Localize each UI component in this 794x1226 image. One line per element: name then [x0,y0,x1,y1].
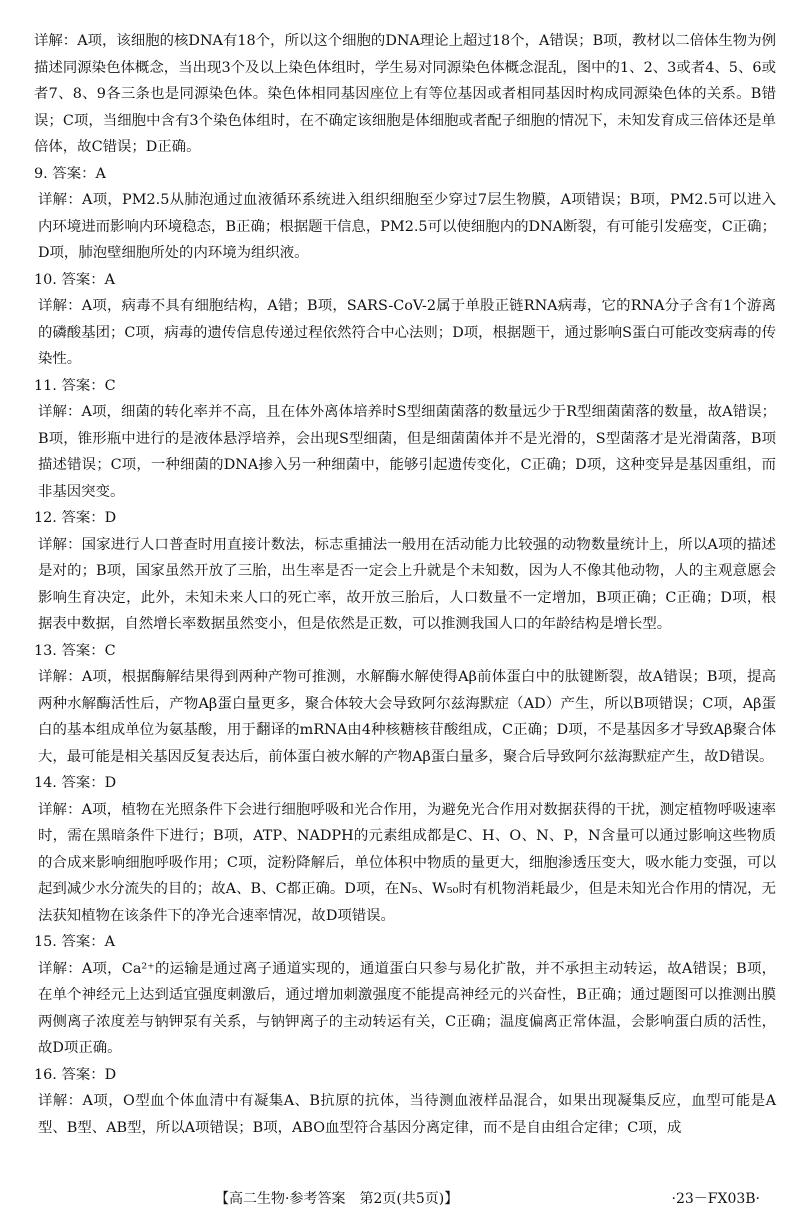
answer-line: 15. 答案：A [34,934,116,950]
answer-line: 13. 答案：C [34,642,116,659]
answer-item-12 [34,505,776,638]
intro-paragraph: 详解：A项，该细胞的核DNA有18个，所以这个细胞的DNA理论上超过18个，A错误；B项，教材以二倍体生物为例描述同源染色体概念，当出现3个及以上染色体组时，学生易对同源染色体概念混乱，图中的1、2、3或者4、5、6或者7、8、9各三条也是同源染色体。染色体相同基因座位上有等位基因或者相同基因时构成同源染色体的关系。B错误；C项，当细胞中含有3个染色体组时，在不确定该细胞是体细胞或者配子细胞的情况下，未知发育成三倍体还是单倍体，故C错误；D正确。 [34,33,776,155]
answer-item-13 [34,638,776,771]
page-footer [0,1188,794,1212]
explanation-paragraph: 详解：A项，病毒不具有细胞结构，A错；B项，SARS-CoV-2属于单股正链RNA病毒，它的RNA分子含有1个游离的磷酸基团；C项，病毒的遗传信息传递过程依然符合中心法则；D项，根据题干，通过影响S蛋白可能改变病毒的传染性。 [38,298,776,367]
explanation-paragraph: 详解：A项，O型血个体血清中有凝集A、B抗原的抗体，当待测血液样品混合，如果出现凝集反应，血型可能是A型、B型、AB型，所以A项错误；B项，ABO血型符合基因分离定律，而不是自由组合定律；C项，成 [38,1093,776,1136]
answer-item-11 [34,373,776,506]
explanation-paragraph: 详解：A项，PM2.5从肺泡通过血液循环系统进入组织细胞至少穿过7层生物膜，A项错误；B项，PM2.5可以进入内环境进而影响内环境稳态，B正确；根据题干信息，PM2.5可以使细胞内的DNA断裂，有可能引发癌变，C正确；D项，肺泡壁细胞所处的内环境为组织液。 [38,192,776,261]
footer-page-info: 【高二生物·参考答案 第2页(共5页)】 [215,1191,459,1207]
explanation-paragraph: 详解：A项，细菌的转化率并不高，且在体外离体培养时S型细菌菌落的数量远少于R型细菌菌落的数量，故A错误；B项，锥形瓶中进行的是液体悬浮培养，会出现S型细菌，但是细菌菌体并不是光滑的，S型菌落才是光滑菌落，B项描述错误；C项，一种细菌的DNA掺入另一种细菌中，能够引起遗传变化，C正确；D项，这种变异是基因重组，而非基因突变。 [38,404,776,500]
explanation-paragraph: 详解：A项，Ca²⁺的运输是通过离子通道实现的，通道蛋白只参与易化扩散，并不承担主动转运，故A错误；B项，在单个神经元上达到适宜强度刺激后，通过增加刺激强度不能提高神经元的兴奋性，B正确；通过题图可以推测出膜两侧离子浓度差与钠钾泵有关系，与钠钾离子的主动转运有关，C正确；温度偏离正常体温，会影响蛋白质的活性，故D项正确。 [38,960,776,1056]
answer-line: 11. 答案：C [34,377,116,394]
answer-line: 9. 答案：A [34,165,106,182]
answer-line: 10. 答案：A [34,271,116,288]
explanation-paragraph: 详解：国家进行人口普查时用直接计数法，标志重捕法一般用在活动能力比较强的动物数量统计上，所以A项的描述是对的；B项，国家虽然开放了三胎，出生率是否一定会上升就是个未知数，因为人不像其他动物，人的主观意愿会影响生育决定，此外，未知未来人口的死亡率，故开放三胎后，人口数量不一定增加，B项正确；C正确；D项，根据表中数据，自然增长率数据虽然变小，但是依然是正数，可以推测我国人口的年龄结构是增长型。 [38,536,776,632]
answer-item-10 [34,267,776,373]
explanation-paragraph: 详解：A项，植物在光照条件下会进行细胞呼吸和光合作用，为避免光合作用对数据获得的干扰，测定植物呼吸速率时，需在黑暗条件下进行；B项，ATP、NADPH的元素组成都是C、H、O、N、P，N含量可以通过影响这些物质的合成来影响细胞呼吸作用；C项，淀粉降解后，单位体积中物质的量更大，细胞渗透压变大，吸水能力变强，可以起到减少水分流失的目的；故A、B、C都正确。D项，在N₅、W₅₀时有机物消耗最少，但是未知光合作用的情况，无法获知植物在该条件下的净光合速率情况，故D项错误。 [38,801,776,924]
answer-line: 14. 答案：D [34,775,117,791]
answer-line: 12. 答案：D [34,510,117,526]
answer-item-15 [34,929,776,1062]
explanation-paragraph: 详解：A项，根据酶解结果得到两种产物可推测，水解酶水解使得Aβ前体蛋白中的肽键断裂，故A错误；B项，提高两种水解酶活性后，产物Aβ蛋白量更多，聚合体较大会导致阿尔兹海默症（AD）产生，所以B项错误；C项，Aβ蛋白的基本组成单位为氨基酸，用于翻译的mRNA由4种核糖核苷酸组成，C正确；D项，不是基因多才导致Aβ聚合体大，最可能是相关基因反复表达后，前体蛋白被水解的产物Aβ蛋白量多，聚合后导致阿尔兹海默症产生，故D错误。 [38,669,776,765]
answer-item-16 [34,1062,776,1142]
answer-item-9 [34,161,776,267]
footer-code: ·23－FX03B· [671,1191,760,1207]
answer-line: 16. 答案：D [34,1066,117,1083]
answer-content [34,28,776,1141]
answer-item-14 [34,770,776,929]
